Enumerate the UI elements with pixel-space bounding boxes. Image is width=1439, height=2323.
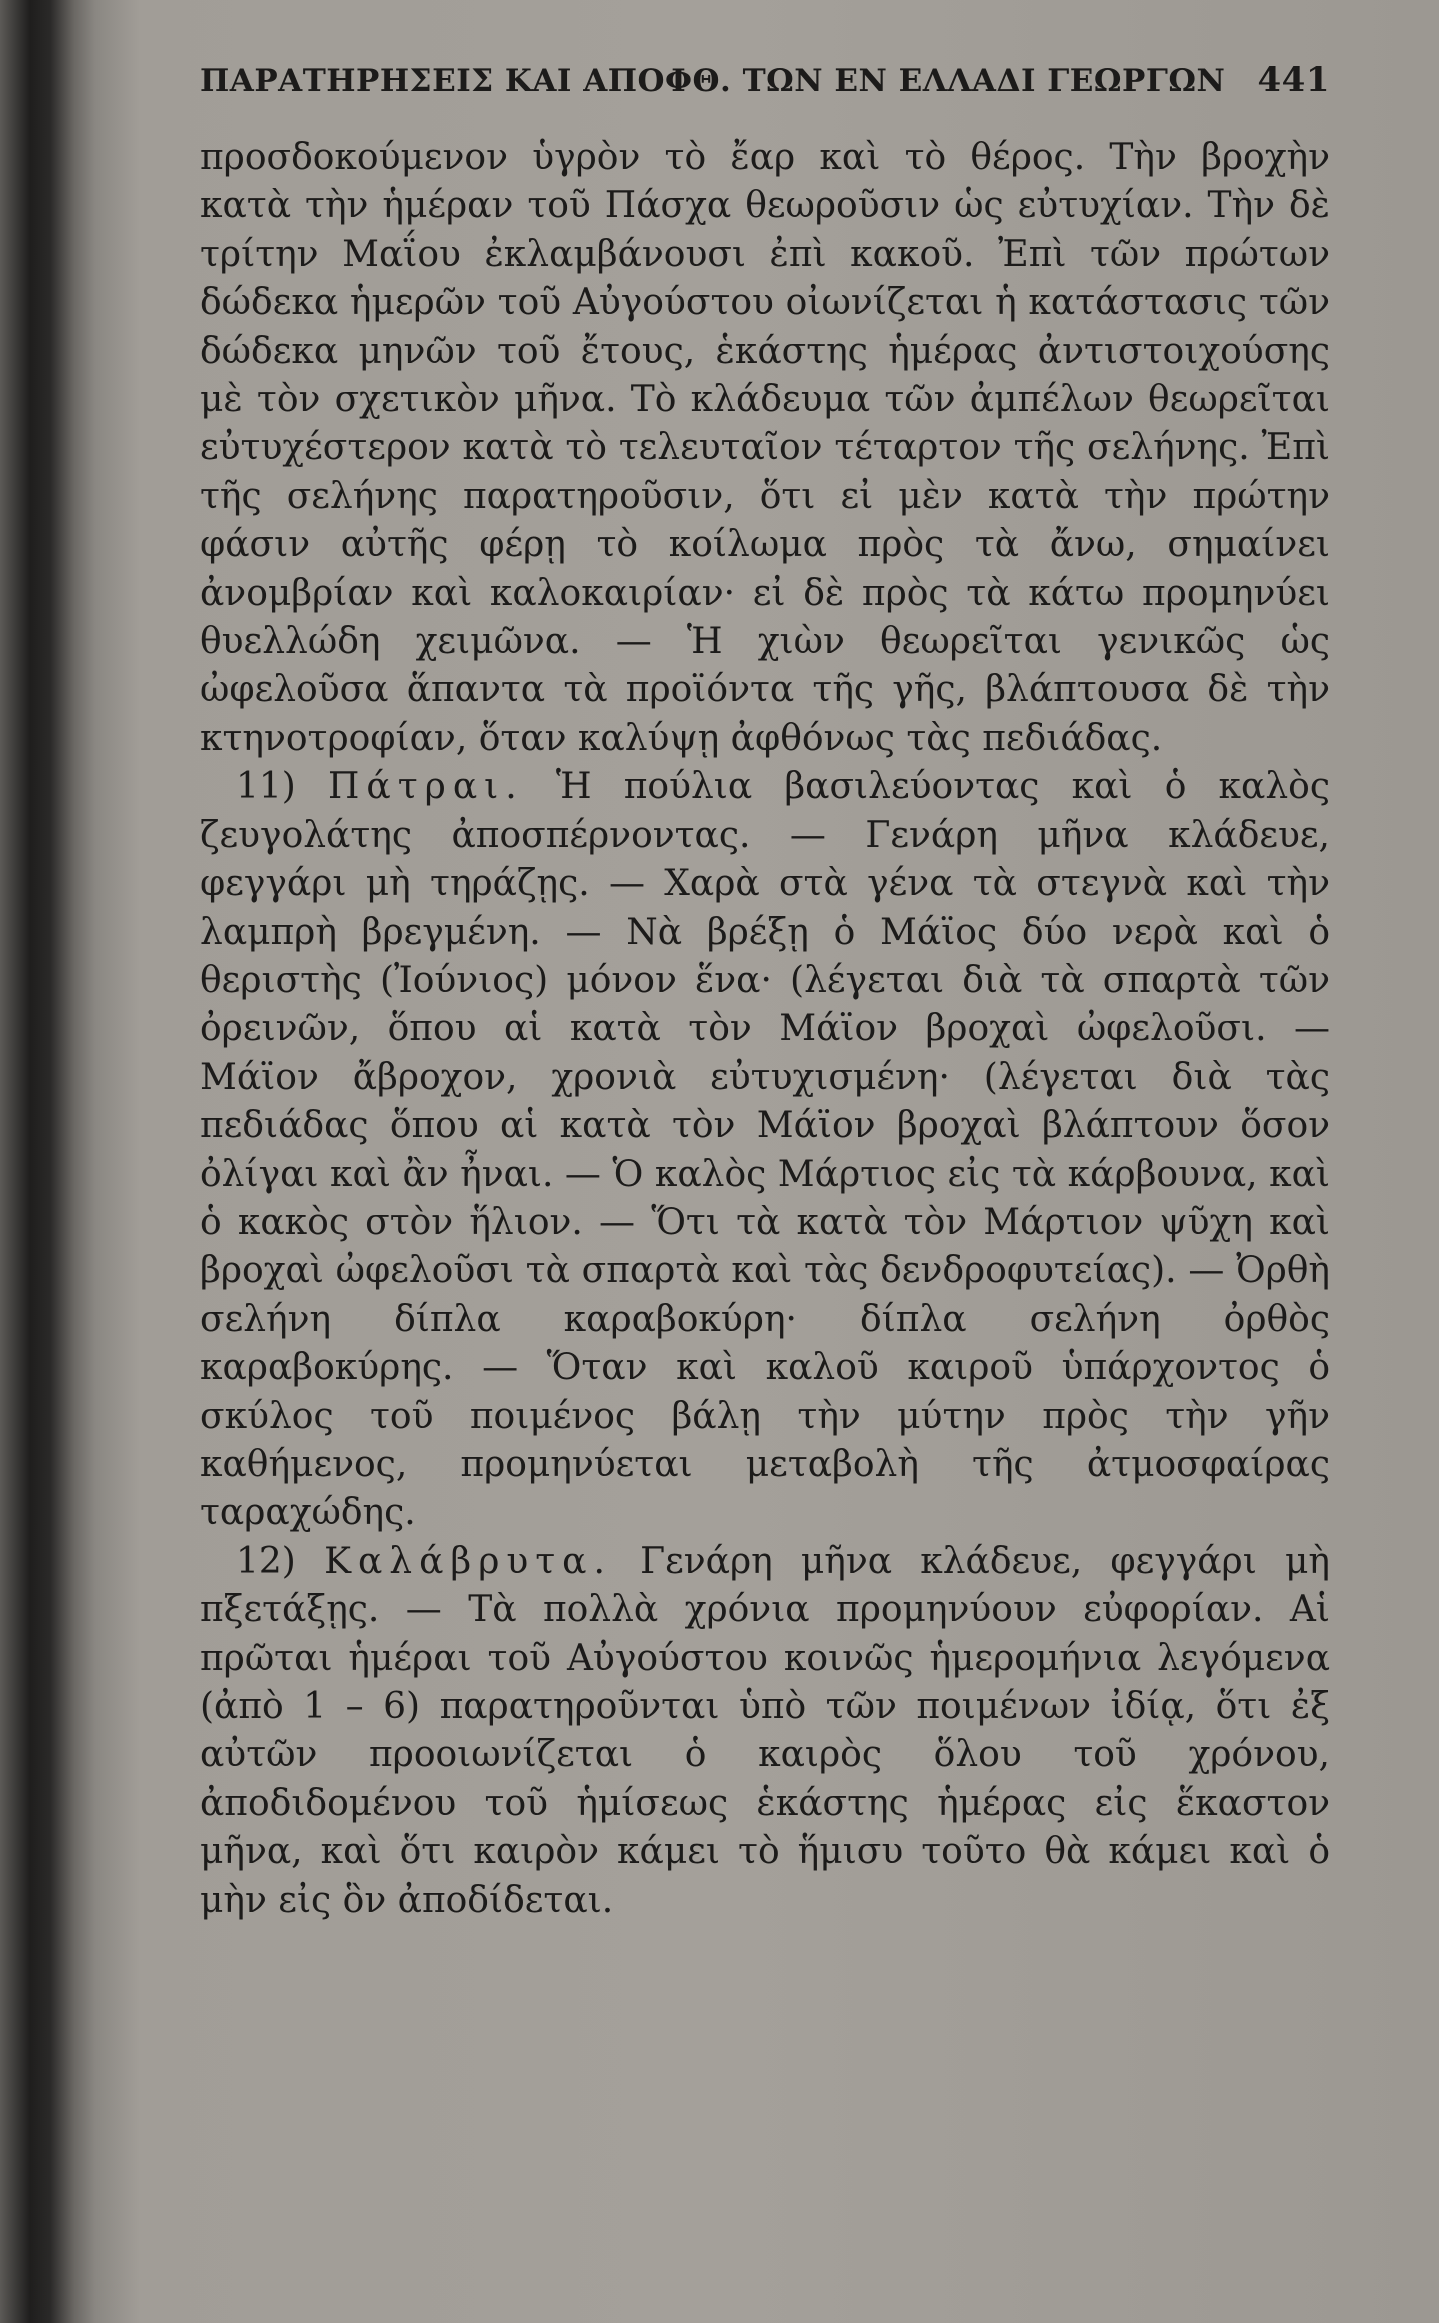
section-place: Πάτραι. <box>328 766 524 808</box>
paragraph-text: Γενάρη μῆνα κλάδευε, φεγγάρι μὴ πξετάξῃς. — Τὰ πολλὰ χρόνια προμηνύουν εὐφορίαν. Αἱ πρῶται ἡμέραι τοῦ Αὐγούστου κοινῶς ἡμερομήνια λεγόμενα (ἀπὸ 1 – 6) παρατηροῦνται ὑπὸ τῶν ποιμένων ἰδίᾳ, ὅτι ἐξ αὐτῶν προοιωνίζεται ὁ καιρὸς ὅλου τοῦ χρόνου, ἀποδιδομένου τοῦ ἡμίσεως ἑκάστης ἡμέρας εἰς ἕκαστον μῆνα, καὶ ὅτι καιρὸν κάμει τὸ ἥμισυ τοῦτο θὰ κάμει καὶ ὁ μὴν εἰς ὃν ἀποδίδεται. <box>200 1540 1330 1921</box>
running-header <box>200 60 1330 100</box>
paragraph-continuation <box>200 134 1330 763</box>
paragraph-patrai <box>200 763 1330 1538</box>
running-title: ΠΑΡΑΤΗΡΗΣΕΙΣ ΚΑΙ ΑΠΟΦΘ. ΤΩΝ ΕΝ ΕΛΛΑΔΙ ΓΕΩΡΓΩΝ <box>200 63 1226 99</box>
book-spine-shadow <box>0 0 75 2323</box>
section-number: 11) <box>236 766 296 808</box>
paragraph-text: Ἡ πούλια βασιλεύοντας καὶ ὁ καλὸς ζευγολάτης ἀποσπέρνοντας. — Γενάρη μῆνα κλάδευε, φεγγάρι μὴ τηράζῃς. — Χαρὰ στὰ γένα τὰ στεγνὰ καὶ τὴν λαμπρὴ βρεγμένη. — Νὰ βρέξῃ ὁ Μάϊος δύο νερὰ καὶ ὁ θεριστὴς (Ἰούνιος) μόνον ἕνα· (λέγεται διὰ τὰ σπαρτὰ τῶν ὀρεινῶν, ὅπου αἱ κατὰ τὸν Μάϊον βροχαὶ ὠφελοῦσι. — Μάϊον ἄβροχον, χρονιὰ εὐτυχισμένη· (λέγεται διὰ τὰς πεδιάδας ὅπου αἱ κατὰ τὸν Μάϊον βροχαὶ βλάπτουν ὅσον ὀλίγαι καὶ ἂν ἦναι. — Ὁ καλὸς Μάρτιος εἰς τὰ κάρβουνα, καὶ ὁ κακὸς στὸν ἥλιον. — Ὅτι τὰ κατὰ τὸν Μάρτιον ψῦχη καὶ βροχαὶ ὠφελοῦσι τὰ σπαρτὰ καὶ τὰς δενδροφυτείας). — Ὀρθὴ σελήνη δίπλα καραβοκύρη· δίπλα σελήνη ὀρθὸς καραβοκύρης. — Ὅταν καὶ καλοῦ καιροῦ ὑπάρχοντος ὁ σκύλος τοῦ ποιμένος βάλῃ τὴν μύτην πρὸς τὴν γῆν καθήμενος, προμηνύεται μεταβολὴ τῆς ἀτμοσφαίρας ταραχώδης. <box>200 766 1331 1534</box>
page-number: 441 <box>1257 60 1330 100</box>
section-number: 12) <box>236 1540 296 1582</box>
page-text-block <box>200 60 1330 1925</box>
section-place: Καλάβρυτα. <box>324 1540 612 1582</box>
paragraph-text: προσδοκούμενον ὑγρὸν τὸ ἔαρ καὶ τὸ θέρος. Τὴν βροχὴν κατὰ τὴν ἡμέραν τοῦ Πάσχα θεωροῦσιν ὡς εὐτυχίαν. Τὴν δὲ τρίτην Μαΐου ἐκλαμβάνουσι ἐπὶ κακοῦ. Ἐπὶ τῶν πρώτων δώδεκα ἡμερῶν τοῦ Αὐγούστου οἰωνίζεται ἡ κατάστασις τῶν δώδεκα μηνῶν τοῦ ἔτους, ἑκάστης ἡμέρας ἀντιστοιχούσης μὲ τὸν σχετικὸν μῆνα. Τὸ κλάδευμα τῶν ἀμπέλων θεωρεῖται εὐτυχέστερον κατὰ τὸ τελευταῖον τέταρτον τῆς σελήνης. Ἐπὶ τῆς σελήνης παρατηροῦσιν, ὅτι εἰ μὲν κατὰ τὴν πρώτην φάσιν αὐτῆς φέρῃ τὸ κοίλωμα πρὸς τὰ ἄνω, σημαίνει ἀνομβρίαν καὶ καλοκαιρίαν· εἰ δὲ πρὸς τὰ κάτω προμηνύει θυελλώδη χειμῶνα. — Ἡ χιὼν θεωρεῖται γενικῶς ὡς ὠφελοῦσα ἅπαντα τὰ προϊόντα τῆς γῆς, βλάπτουσα δὲ τὴν κτηνοτροφίαν, ὅταν καλύψῃ ἀφθόνως τὰς πεδιάδας. <box>200 137 1330 759</box>
paragraph-kalavryta <box>200 1538 1330 1925</box>
